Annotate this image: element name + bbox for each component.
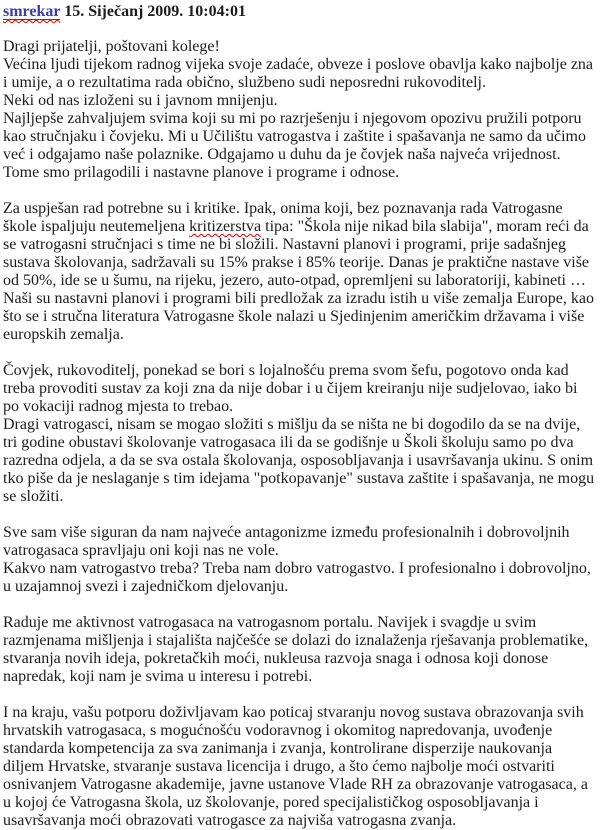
post-text-segment: Kakvo nam vatrogastvo treba? Treba nam dobro vatrogastvo. I profesionalno i dobrovoljno, u uzajamnoj svezi i zajedničkom djelovanju. [3, 560, 591, 595]
post-text-segment: Dragi prijatelji, poštovani kolege! [3, 38, 220, 55]
post-text-segment: Najljepše zahvaljujem svima koji su mi po razrješenju i njegovom opozivu pružili potporu kao stručnjaku i čovjeku. Mi u Učilištu vatrogastva i zaštite i spašavanja ne samo da učimo već i odgajamo naše polaznike. Odgajamo u duhu da je čovjek naša najveća vrijednost. Tome smo prilagodili i nastavne planove i programe i odnose. [3, 110, 586, 181]
post-paragraph [3, 362, 595, 506]
post-paragraph [3, 614, 595, 686]
post-text-segment: tipa: "Škola nije nikad bila slabija", moram reći da se vatrogasni stručnjaci s time ne bi složili. Nastavni planovi i programi, prije sadašnjeg sustava školovanja, sadržavali su 15% prakse i 85% teorije. Danas je praktične nastave više od 50%, ide se u šumu, na rijeku, jezero, auto-otpad, opremljeni su laboratoriji, kabineti … Naši su nastavni planovi i programi bili predložak za izradu istih u više zemalja Europe, kao što se i stručna literatura Vatrogasne škole nalazi u Sjedinjenim američkim državama i više europskih zemalja. [3, 218, 594, 343]
post-paragraph [3, 704, 595, 830]
post-text-segment: Neki od nas izloženi su i javnom mnijenju. [3, 92, 278, 109]
misspelled-word: kritizerstva [189, 218, 262, 235]
author-link[interactable]: smrekar [3, 3, 61, 20]
author-spellcheck-underline [3, 3, 60, 20]
post-text-segment: Čovjek, rukovoditelj, ponekad se bori s lojalnošću prema svom šefu, pogotovo onda kad treba provoditi sustav za koji zna da nije dobar i u čijem kreiranju nije sudjelovao, iako bi po vokaciji radnog mjesta to trebao. [3, 362, 578, 415]
post-text-segment: I na kraju, vašu potporu doživljavam kao poticaj stvaranju novog sustava obrazovanja svih hrvatskih vatrogasaca, s mogućnošću vodoravnog i okomitog napredovanja, uvođenje standarda kompetencija za sva zanimanja i zvanja, kontrolirane disperzije naukovanja diljem Hrvatske, stvaranje sustava licencija i drugo, a što ćemo najbolje moći ostvariti osnivanjem Vatrogasne akademije, javne ustanove Vlade RH za obrazovanje vatrogasaca, a u kojoj će Vatrogasna škola, uz školovanje, pored specijalističkog osposobljavanja i usavršavanja moći obrazovati vatrogasce za najviša vatrogasna zvanja. [3, 704, 588, 829]
post-timestamp: 15. Siječanj 2009. 10:04:01 [64, 3, 246, 20]
post-header [3, 3, 595, 21]
post-text-segment: Dragi vatrogasci, nisam se mogao složiti s mišlju da se ništa ne bi dogodilo da se na dvije, tri godine obustavi školovanje vatrogasaca ili da se godišnje u Školi školuju samo po dva razredna odjela, a da se sva ostala školovanja, osposobljavanja i usavršavanja ukinu. S onim tko piše da je neslaganje s tim idejama "potkopavanje" sustava zaštite i spašavanja, ne mogu se složiti. [3, 416, 595, 505]
post-text-segment: Za uspješan rad potrebne su i kritike. Ipak, onima koji, bez poznavanja rada Vatrogasne škole ispaljuju neutemeljena [3, 200, 563, 235]
post-text-segment: Raduje me aktivnost vatrogasaca na vatrogasnom portalu. Navijek i svagdje u svim razmjenama mišljenja i stajališta najčešće se dolazi do iznalaženja rješavanja problematike, stvaranja novih ideja, pokretačkih moći, nukleusa razvoja snaga i odnosa koji donose napredak, koji nam je svima u interesu i potrebi. [3, 614, 589, 685]
post-paragraph [3, 38, 595, 182]
post-text-segment: Većina ljudi tijekom radnog vijeka svoje zadaće, obveze i poslove obavlja kako najbolje zna i umije, a o rezultatima rada obično, službeno sudi neposredni rukovoditelj. [3, 56, 594, 91]
post-body [3, 38, 595, 830]
post-text-segment: Sve sam više siguran da nam najveće antagonizme između profesionalnih i dobrovoljnih vatrogasaca spravljaju oni koji nas ne vole. [3, 524, 570, 559]
post-paragraph [3, 524, 595, 596]
post-paragraph [3, 200, 595, 344]
